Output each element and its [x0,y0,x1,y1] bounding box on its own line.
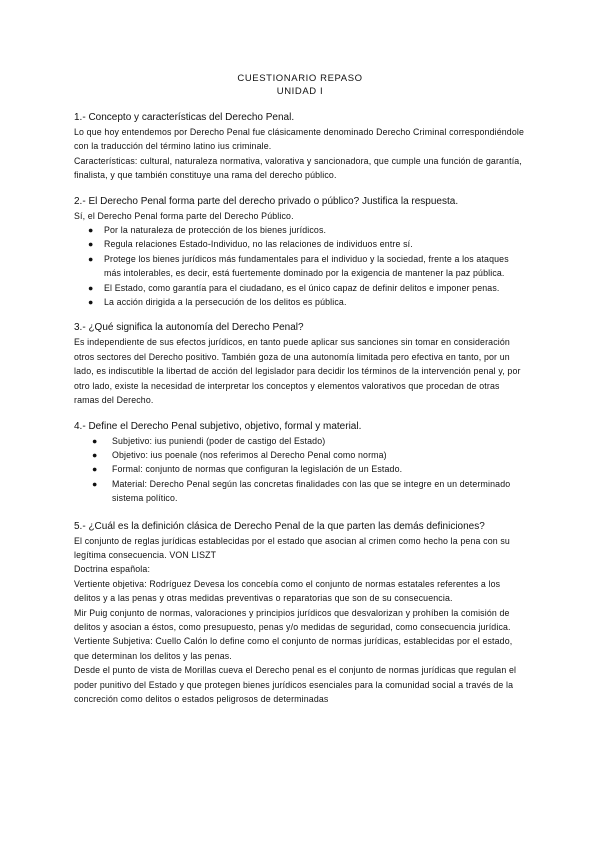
list-item: ● Subjetivo: ius puniendi (poder de castigo del Estado) [74,434,526,448]
paragraph: Lo que hoy entendemos por Derecho Penal fue clásicamente denominado Derecho Criminal correspondiéndole con la traducción del término latino ius criminale. [74,127,525,152]
bullet-icon: ● [92,478,98,489]
paragraph: Es independiente de sus efectos jurídicos, en tanto puede aplicar sus sanciones sin tomar en consideración otros sectores del Derecho positivo. También goza de una autonomía limitada pero efectiva en tanto, por un lado, es indiscutible la libertad de acción del legislador para decidir los términos de la intervención penal y, por otro lado, existe la necesidad de interpretar los conceptos y elementos valorativos que procedan de otras ramas del Derecho. [74,337,521,406]
section-4 [74,420,526,506]
paragraph: El conjunto de reglas jurídicas establecidas por el estado que asocian al crimen como hecho la pena con su legítima consecuencia. VON LISZT [74,535,510,560]
paragraph: Características: cultural, naturaleza normativa, valorativa y sancionadora, que cumple una función de garantía, finalista, y que también constituye una rama del derecho público. [74,155,522,181]
paragraph: Desde el punto de vista de Morillas cueva el Derecho penal es el conjunto de normas jurídicas que regulan el poder punitivo del Estado y que protegen bienes jurídicos esenciales para la comunidad social a través de la concreción como delitos o estados peligrosos de determinadas [74,665,517,704]
list-item: ● El Estado, como garantía para el ciudadano, es el único capaz de definir delitos e imponer penas. [74,281,526,295]
question-2: 2.- El Derecho Penal forma parte del derecho privado o público? Justifica la respuesta. [74,195,459,207]
section-5 [74,520,526,707]
bullet-icon: ● [88,239,94,250]
list-item: ● Objetivo: ius poenale (nos referimos al Derecho Penal como norma) [74,448,526,462]
section-3 [74,321,526,407]
bullet-icon: ● [88,253,94,264]
question-3: 3.- ¿Qué significa la autonomía del Derecho Penal? [74,322,304,334]
bullet-icon: ● [92,435,98,446]
bullet-icon: ● [92,464,98,475]
paragraph: Vertiente objetiva: Rodríguez Devesa los concebía como el conjunto de normas estatales referentes a los delitos y a las penas y otras medidas preventivas o reparatorias que son de su consecuencia. [74,578,501,604]
bullet-icon: ● [88,225,94,236]
list-item: ● Protege los bienes jurídicos más fundamentales para el individuo y la sociedad, frente a los ataques más intolerables, es decir, está fuertemente dominado por la exigencia de mantener la paz pública. [88,253,509,279]
document-page [74,72,526,706]
paragraph: Vertiente Subjetiva: Cuello Calón lo define como el conjunto de normas jurídicas, establecidas por el estado, que determinan los delitos y las penas. [74,636,513,661]
answer: Sí, el Derecho Penal forma parte del Derecho Público. [74,210,294,221]
list-item: ● Por la naturaleza de protección de los bienes jurídicos. [74,223,526,237]
section-2 [74,195,526,310]
paragraph: Mir Puig conjunto de normas, valoraciones y principios jurídicos que desvalorizan y prohíben la comisión de delitos y asocian a éstos, como presupuesto, penas y/o medidas de seguridad, como consecuencia jurídica. [74,607,511,632]
question-5: 5.- ¿Cuál es la definición clásica de Derecho Penal de la que parten las demás definiciones? [74,520,485,532]
question-1: 1.- Concepto y características del Derecho Penal. [74,112,295,123]
document-subtitle: UNIDAD I [276,86,324,97]
bullet-icon: ● [88,297,94,308]
list-item: ● Formal: conjunto de normas que configuran la legislación de un Estado. [74,462,526,476]
list-item: ● La acción dirigida a la persecución de los delitos es pública. [74,295,526,309]
document-title: CUESTIONARIO REPASO [237,73,363,84]
paragraph: Doctrina española: [74,564,151,575]
list-item: ● Material: Derecho Penal según las concretas finalidades con las que se integre en un determinado sistema político. [92,478,511,504]
bullet-icon: ● [92,449,98,460]
bullet-icon: ● [88,282,94,293]
section-1 [74,111,526,183]
question-4: 4.- Define el Derecho Penal subjetivo, objetivo, formal y material. [74,420,362,432]
bullet-list [74,434,526,506]
bullet-list [74,223,526,309]
list-item: ● Regula relaciones Estado-Individuo, no las relaciones de individuos entre sí. [74,237,526,251]
